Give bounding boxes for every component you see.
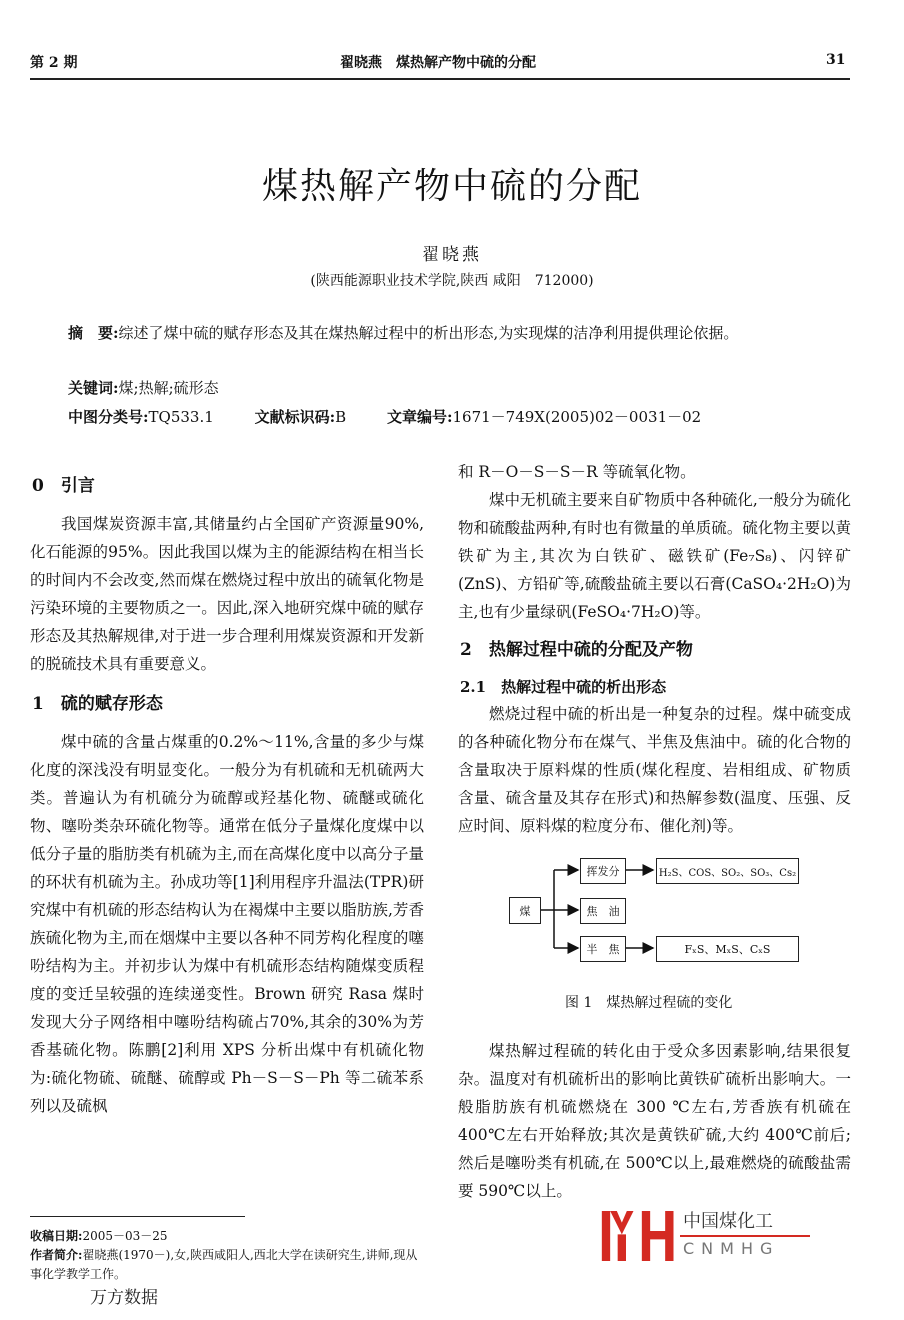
logo-divider [680,1235,810,1237]
section-0-heading: 0 引言 [32,476,95,496]
footnote-rule [30,1216,245,1217]
right-column-continuation: 和 R－O－S－S－R 等硫氧化物。 [458,463,696,481]
article-number: 1671－749X(2005)02－0031－02 [452,408,702,426]
figure-1-diagram [505,850,805,975]
right-column [458,458,851,1261]
author: 翟晓燕 [422,245,482,265]
abstract-text: 综述了煤中硫的赋存形态及其在煤热解过程中的析出形态,为实现煤的洁净利用提供理论依据。 [118,324,739,342]
abstract [68,320,828,347]
header-rule [30,78,850,80]
received-date: 2005－03－25 [82,1229,168,1243]
doc-code: B [335,408,347,426]
paper-title: 煤热解产物中硫的分配 [261,166,642,207]
figure-1-caption: 图 1 煤热解过程硫的变化 [565,995,733,1011]
section-1-paragraph: 煤中硫的含量占煤重的0.2%～11%,含量的多少与煤化度的深浅没有明显变化。一般分为有机硫和无机硫两大类。普遍认为有机硫分为硫醇或羟基化物、硫醚或硫化物、噻吩类杂环硫化物等。通常在低分子量煤化度煤中以低分子量的脂肪类有机硫为主,而在高煤化度中以高分子量的环状有机硫为主。孙成功等[1]利用程序升温法(TPR)研究煤中有机硫的形态结构认为在褐煤中主要以脂肪族,芳香族硫化物为主,而在烟煤中主要以各种不同芳构化程度的噻吩结构为主。并初步认为煤中有机硫形态结构随煤变质程度的变迁呈较强的连续递变性。Brown 研究 Rasa 煤时发现大分子网络相中噻吩结构硫占70%,其余的30%为芳香基硫化物。陈鹏[2]利用 XPS 分析出煤中有机硫化物为:硫化物硫、硫醚、硫醇或 Ph－S－S－Ph 等二硫苯系列以及硫枫 [30,733,424,1115]
keywords-label: 关键词: [68,379,119,397]
bio-label: 作者简介: [30,1248,83,1262]
semicoke-box: 半 焦 [580,936,626,962]
article-label: 文章编号: [386,408,453,426]
received-label: 收稿日期: [30,1229,83,1243]
clc-code: TQ533.1 [148,408,214,426]
logo-chinese-text: 中国煤化工 [683,1211,773,1232]
wanfang-watermark: 万方数据 [90,1288,158,1308]
logo-text-block [680,1211,810,1261]
yh-logo-mark-icon [598,1211,674,1261]
semicoke-products-box: FₓS、MₓS、CₓS [656,936,799,962]
author-bio: 翟晓燕(1970－),女,陕西咸阳人,西北大学在读研究生,讲师,现从事化学教学工作。 [30,1248,418,1281]
left-column [30,474,424,1310]
volatile-products-box: H₂S、COS、SO₂、SO₃、Cs₂ [656,858,799,884]
logo-english-text: CNMHG [683,1238,780,1258]
section-2-heading: 2 热解过程中硫的分配及产物 [460,640,693,660]
inorganic-sulfur-paragraph: 煤中无机硫主要来自矿物质中各种硫化,一般分为硫化物和硫酸盐两种,有时也有微量的单质硫。硫化物主要以黄铁矿为主,其次为白铁矿、磁铁矿(Fe₇S₈)、闪锌矿(ZnS)、方铅矿等,硫酸盐硫主要以石膏(CaSO₄·2H₂O)为主,也有少量绿矾(FeSO₄·7H₂O)等。 [458,491,851,621]
section-2-1-heading: 2.1 热解过程中硫的析出形态 [460,678,667,696]
cnmhg-logo-watermark [598,1211,810,1261]
section-2-1-paragraph: 燃烧过程中硫的析出是一种复杂的过程。煤中硫变成的各种硫化物分布在煤气、半焦及焦油中。硫的化合物的含量取决于原料煤的性质(煤化程度、岩相组成、矿物质含量、硫含量及其存在形式)和热解参数(温度、压强、反应时间、原料煤的粒度分布、催化剂)等。 [458,705,851,835]
footnote-block [30,1204,424,1310]
section-1-heading: 1 硫的赋存形态 [32,694,163,714]
issue-number: 第 2 期 [30,55,78,71]
tar-box: 焦 油 [580,898,626,924]
coal-box: 煤 [509,897,541,924]
section-0-paragraph: 我国煤炭资源丰富,其储量约占全国矿产资源量90%,化石能源的95%。因此我国以煤为主的能源结构在相当长的时间内不会改变,然而煤在燃烧过程中放出的硫氧化物是污染环境的主要物质之一。因此,深入地研究煤中硫的赋存形态及其热解规律,对于进一步合理利用煤炭资源和开发新的脱硫技术具有重要意义。 [30,515,424,673]
footnote [30,1227,424,1284]
keywords [68,377,219,398]
clc-label: 中图分类号: [68,408,149,426]
abstract-label: 摘 要: [68,324,119,342]
volatile-box: 挥发分 [580,858,626,884]
section-2-1-paragraph-2: 煤热解过程硫的转化由于受众多因素影响,结果很复杂。温度对有机硫析出的影响比黄铁矿硫析出影响大。一般脂肪族有机硫燃烧在 300 ℃左右,芳香族有机硫在 400℃左右开始释放;其次是黄铁矿硫,大约 400℃前后;然后是噻吩类有机硫,在 500℃以上,最难燃烧的硫酸盐需要 590℃以上。 [458,1042,851,1200]
classification [68,406,848,427]
affiliation: (陕西能源职业技术学院,陕西 咸阳 712000) [310,273,594,289]
running-title: 翟晓燕 煤热解产物中硫的分配 [340,55,536,71]
doc-label: 文献标识码: [254,408,336,426]
page-number: 31 [826,52,846,68]
keywords-text: 煤;热解;硫形态 [118,379,219,397]
